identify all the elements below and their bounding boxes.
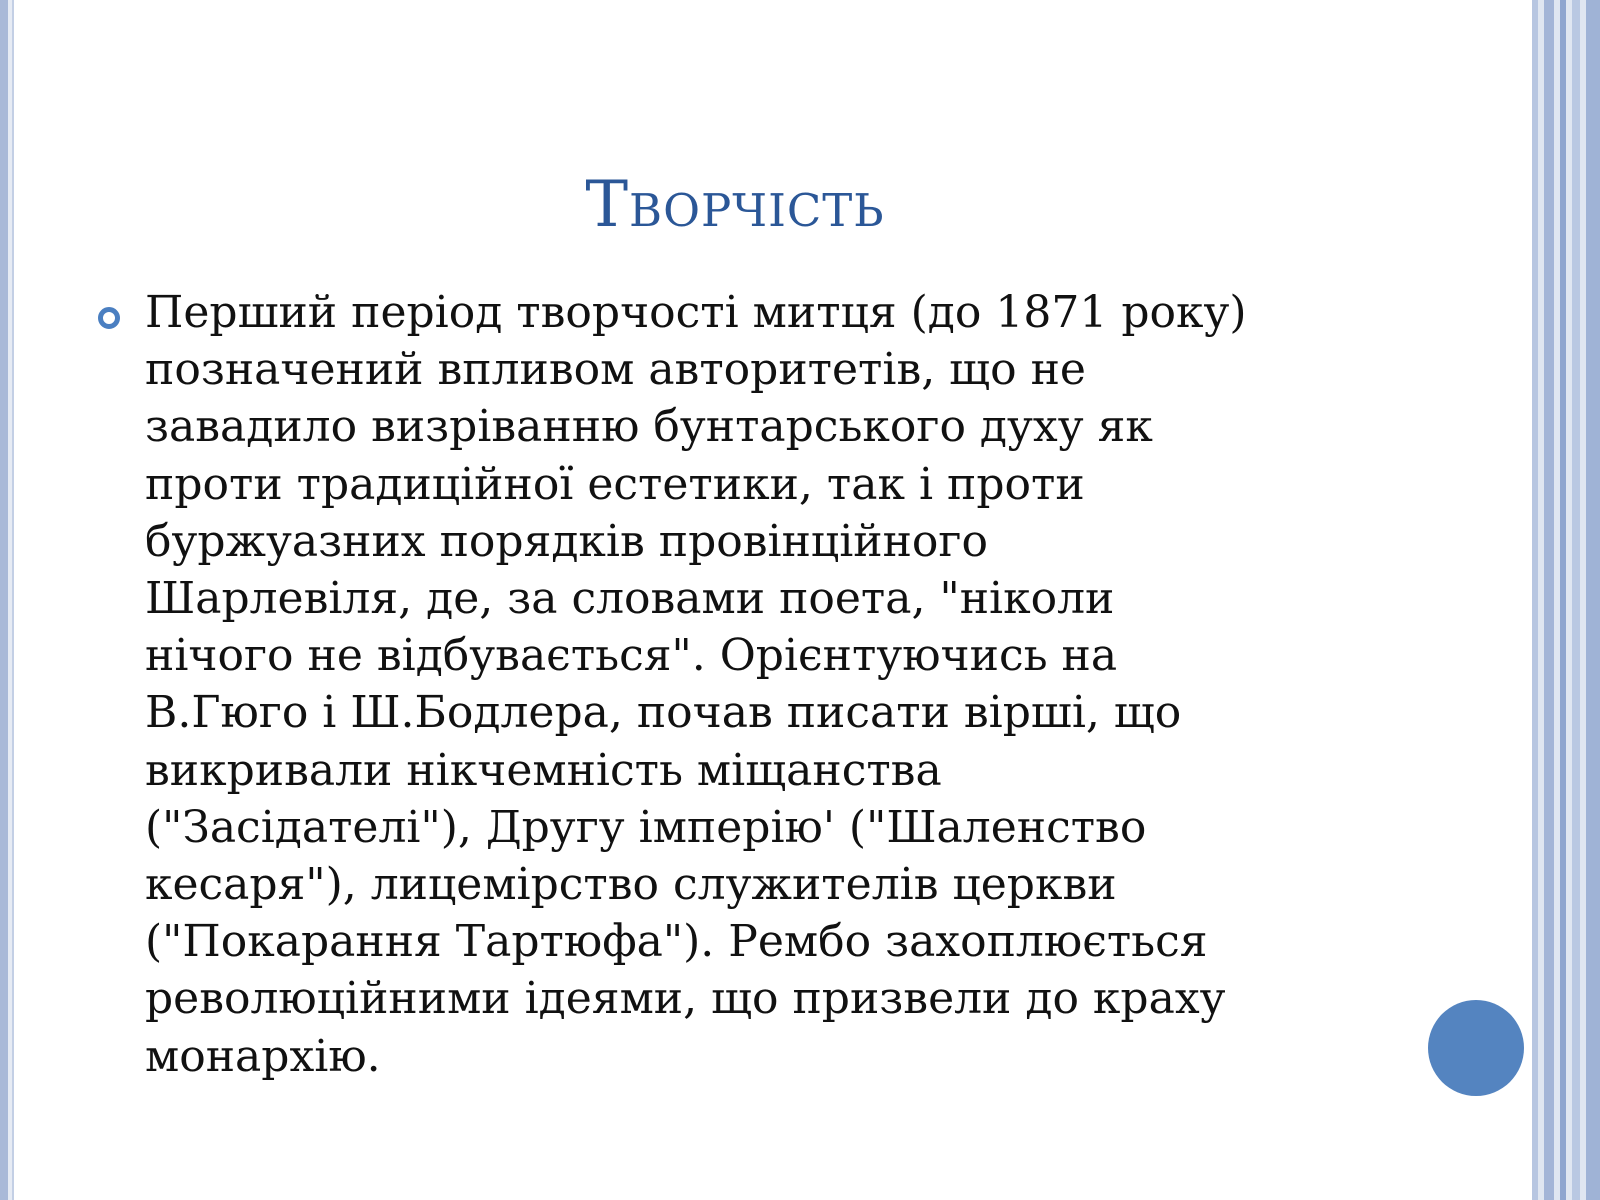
right-border-stripe — [1572, 0, 1580, 1200]
left-border-stripe — [12, 0, 14, 1200]
paragraph-line: Перший період творчості митця (до 1871 року) — [145, 287, 1247, 338]
right-border-stripe — [1532, 0, 1538, 1200]
paragraph-line: завадило визріванню бунтарського духу як — [145, 401, 1153, 453]
paragraph-line: нічого не відбувається". Орієнтуючись на — [145, 630, 1118, 682]
hollow-circle-bullet-icon — [98, 307, 120, 329]
right-border-stripe — [1586, 0, 1600, 1200]
right-border-stripe — [1544, 0, 1554, 1200]
paragraph-line: ("Покарання Тартюфа"). Рембо захоплюється — [145, 916, 1208, 968]
paragraph-line: буржуазних порядків провінційного — [145, 515, 988, 567]
paragraph-line: викривали нікчемність міщанства — [145, 744, 942, 796]
decorative-circle-icon — [1428, 1000, 1524, 1096]
paragraph-line: кесаря"), лицемірство служителів церкви — [145, 859, 1117, 911]
paragraph-line: В.Гюго і Ш.Бодлера, почав писати вірші, що — [145, 687, 1182, 739]
slide-title: Творчість — [585, 168, 885, 242]
paragraph-line: монархію. — [145, 1030, 381, 1082]
paragraph-line: проти традиційної естетики, так і проти — [145, 458, 1085, 510]
body-paragraph — [145, 284, 1375, 1085]
paragraph-line: позначений впливом авторитетів, що не — [145, 344, 1086, 396]
left-border-stripe — [0, 0, 8, 1200]
paragraph-line: революційними ідеями, що призвели до краху — [145, 973, 1226, 1025]
paragraph-line: Шарлевіля, де, за словами поета, "ніколи — [145, 573, 1115, 625]
paragraph-line: ("Засідателі"), Другу імперію' ("Шаленство — [145, 801, 1147, 853]
right-border-stripe — [1560, 0, 1566, 1200]
